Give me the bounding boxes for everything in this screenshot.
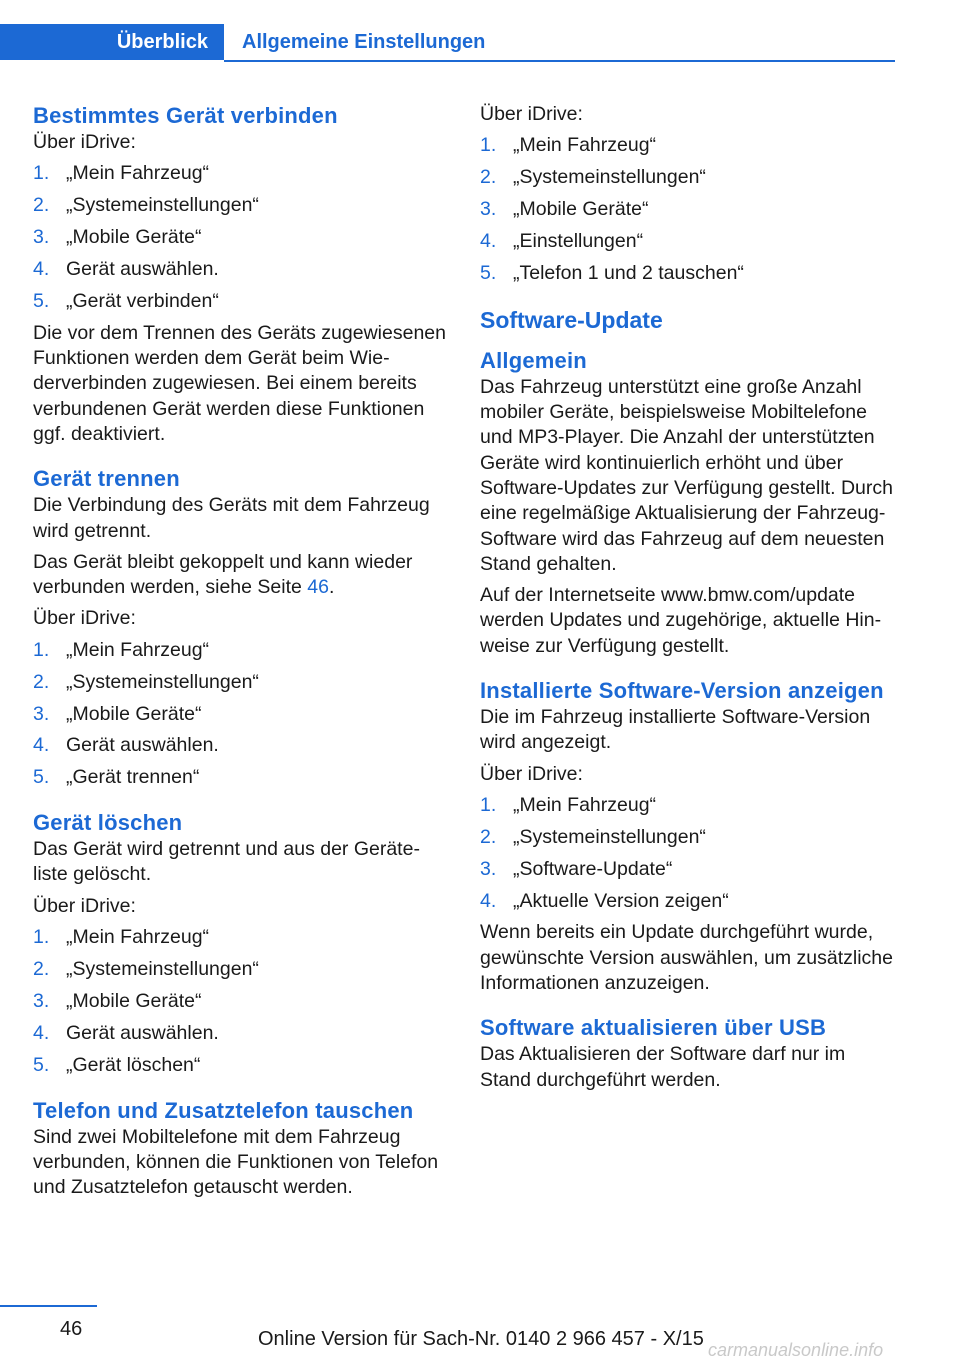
list-item: 5. „Gerät trennen“ <box>33 766 200 789</box>
page-link[interactable]: 46 <box>307 576 329 599</box>
tab-general-settings[interactable]: Allgemeine Einstellungen <box>242 30 486 53</box>
paragraph: Die vor dem Trennen des Geräts zugewiesenen Funktionen werden dem Gerät beim Wiederverbinden zugewiesen. Bei einem bereits verbundenen Gerät werden diese Funktionen ggf. deaktiviert. <box>33 321 446 445</box>
list-item: 2. „Systemeinstellungen“ <box>480 825 706 848</box>
steps-version <box>480 793 895 914</box>
header-tabbar <box>0 24 895 62</box>
online-version-note: Online Version für Sach-Nr. 0140 2 966 457 - X/15 <box>258 1328 704 1350</box>
list-item: 1. „Mein Fahrzeug“ <box>480 134 657 157</box>
idrive-intro: Über iDrive: <box>33 894 136 917</box>
section-heading-general: Allgemein <box>480 347 587 373</box>
right-column <box>480 102 895 1099</box>
list-item: 5. „Gerät verbinden“ <box>33 289 219 312</box>
list-item: 4. Gerät auswählen. <box>33 734 219 757</box>
watermark: carmanualsonline.info <box>708 1340 884 1360</box>
list-item: 2. „Systemeinstellungen“ <box>33 194 259 217</box>
section-heading-connect: Bestimmtes Gerät verbinden <box>33 103 338 128</box>
paragraph: Das Aktualisieren der Software darf nur im Stand durchgeführt werden. <box>480 1043 846 1091</box>
list-item: 3. „Mobile Geräte“ <box>33 702 202 725</box>
steps-disconnect <box>33 638 448 791</box>
paragraph: Die Verbindung des Geräts mit dem Fahrzeug wird getrennt. <box>33 494 430 542</box>
list-item: 2. „Systemeinstellungen“ <box>33 957 259 980</box>
list-item: 4. Gerät auswählen. <box>33 1021 219 1044</box>
section-heading-delete: Gerät löschen <box>33 810 183 836</box>
list-item: 2. „Systemeinstellungen“ <box>33 670 259 693</box>
idrive-intro: Über iDrive: <box>480 762 583 785</box>
paragraph: Auf der Internetseite www.bmw.com/update werden Updates und zugehörige, aktuelle Hinweise zur Verfügung gestellt. <box>480 584 882 657</box>
paragraph: Das Gerät bleibt gekoppelt und kann wieder verbunden werden, siehe Seite 46. <box>33 550 413 599</box>
steps-connect <box>33 161 448 314</box>
section-heading-installed-version: Installierte Software-Version anzeigen <box>480 678 884 704</box>
section-heading-usb-update: Software aktualisieren über USB <box>480 1015 827 1041</box>
list-item: 2. „Systemeinstellungen“ <box>480 166 706 189</box>
section-heading-disconnect: Gerät trennen <box>33 466 180 492</box>
list-item: 4. „Einstellungen“ <box>480 229 644 252</box>
list-item: 1. „Mein Fahrzeug“ <box>33 638 210 661</box>
list-item: 1. „Mein Fahrzeug“ <box>33 926 210 949</box>
idrive-intro: Über iDrive: <box>33 131 136 153</box>
list-item: 3. „Mobile Geräte“ <box>33 989 202 1012</box>
paragraph: Wenn bereits ein Update durchgeführt wurde, gewünschte Version auswählen, um zusätzliche Informationen anzuzeigen. <box>480 921 893 995</box>
list-item: 4. „Aktuelle Version zeigen“ <box>480 889 729 912</box>
steps-delete <box>33 925 448 1078</box>
left-column <box>33 102 448 1206</box>
idrive-intro: Über iDrive: <box>480 103 583 125</box>
footer-rule <box>0 1305 97 1307</box>
paragraph: Das Fahrzeug unterstützt eine große Anzahl mobiler Geräte, beispielsweise Mobiltelefone und MP3-Player. Die Anzahl der unterstützten Geräte wird kontinuierlich erhöht und über Software-Updates zur Verfügung gestellt. Durch eine regelmäßige Aktualisierung der Fahrzeug-Software wird das Fahrzeug auf dem neuesten Stand gehalten. <box>480 375 893 575</box>
list-item: 3. „Mobile Geräte“ <box>33 226 202 249</box>
section-heading-swap-phone: Telefon und Zusatztelefon tauschen <box>33 1097 414 1123</box>
paragraph: Das Gerät wird getrennt und aus der Geräteliste gelöscht. <box>33 838 420 886</box>
list-item: 5. „Telefon 1 und 2 tauschen“ <box>480 261 744 284</box>
list-item: 3. „Mobile Geräte“ <box>480 198 649 221</box>
steps-swap <box>480 133 895 286</box>
list-item: 5. „Gerät löschen“ <box>33 1053 201 1076</box>
list-item: 1. „Mein Fahrzeug“ <box>33 162 210 185</box>
tab-overview[interactable]: Überblick <box>0 24 224 60</box>
paragraph: Die im Fahrzeug installierte Software-Version wird angezeigt. <box>480 706 871 754</box>
list-item: 4. Gerät auswählen. <box>33 257 219 280</box>
page-number: 46 <box>60 1318 83 1340</box>
list-item: 3. „Software-Update“ <box>480 857 673 880</box>
header-rule <box>224 60 895 62</box>
paragraph: Sind zwei Mobiltelefone mit dem Fahrzeug verbunden, können die Funktionen von Telefon und Zusatztelefon getauscht werden. <box>33 1125 439 1199</box>
idrive-intro: Über iDrive: <box>33 607 136 630</box>
chapter-heading-software-update: Software-Update <box>480 306 663 333</box>
list-item: 1. „Mein Fahrzeug“ <box>480 793 657 816</box>
